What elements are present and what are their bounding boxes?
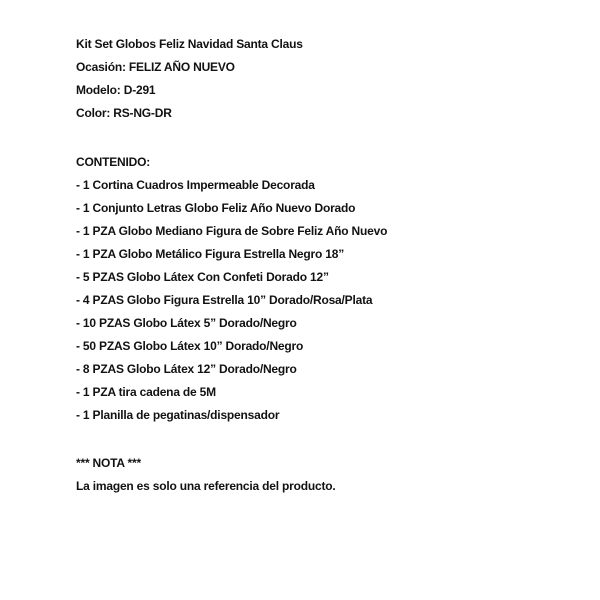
list-item-globo-figura-estrella: - 4 PZAS Globo Figura Estrella 10” Dorado/Rosa/Plata — [76, 293, 373, 307]
model-line: Modelo: D-291 — [76, 83, 156, 97]
product-title: Kit Set Globos Feliz Navidad Santa Claus — [76, 37, 303, 51]
list-item-conjunto-letras: - 1 Conjunto Letras Globo Feliz Año Nuevo Dorado — [76, 201, 356, 215]
note-text: La imagen es solo una referencia del producto. — [76, 479, 336, 493]
list-item-globo-metalico-estrella: - 1 PZA Globo Metálico Figura Estrella Negro 18” — [76, 247, 345, 261]
note-heading: *** NOTA *** — [76, 456, 141, 470]
list-item-tira-cadena: - 1 PZA tira cadena de 5M — [76, 385, 216, 399]
list-item-cortina: - 1 Cortina Cuadros Impermeable Decorada — [76, 178, 315, 192]
list-item-globo-latex-5: - 10 PZAS Globo Látex 5” Dorado/Negro — [76, 316, 297, 330]
color-line: Color: RS-NG-DR — [76, 106, 172, 120]
contents-heading: CONTENIDO: — [76, 155, 150, 169]
occasion-line: Ocasión: FELIZ AÑO NUEVO — [76, 60, 235, 74]
list-item-globo-latex-confeti: - 5 PZAS Globo Látex Con Confeti Dorado 12” — [76, 270, 329, 284]
list-item-globo-latex-10: - 50 PZAS Globo Látex 10” Dorado/Negro — [76, 339, 304, 353]
list-item-globo-latex-12: - 8 PZAS Globo Látex 12” Dorado/Negro — [76, 362, 297, 376]
list-item-globo-mediano-sobre: - 1 PZA Globo Mediano Figura de Sobre Feliz Año Nuevo — [76, 224, 388, 238]
list-item-planilla-pegatinas: - 1 Planilla de pegatinas/dispensador — [76, 408, 280, 422]
